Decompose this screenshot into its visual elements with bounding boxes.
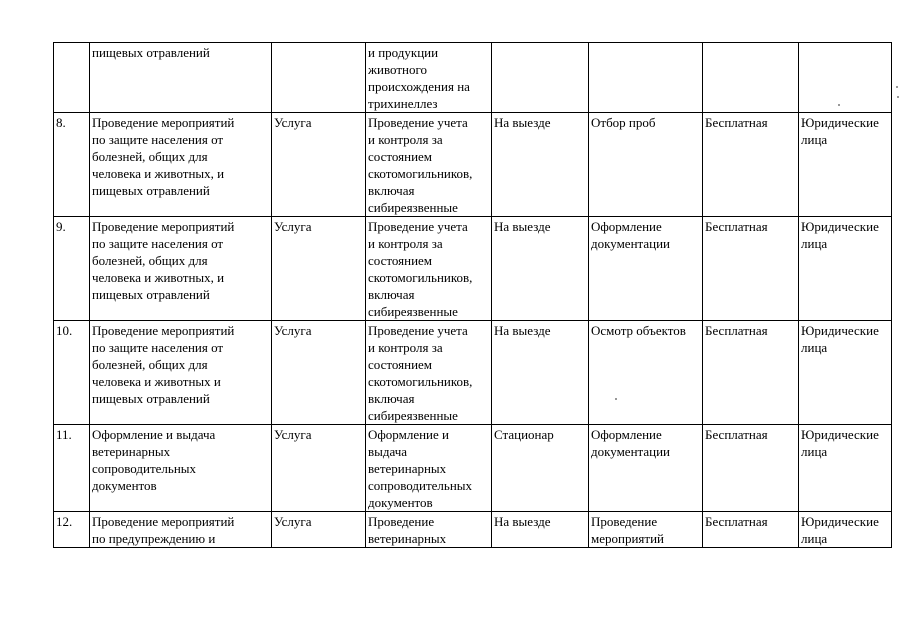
service-price: Бесплатная	[705, 427, 768, 442]
service-place-cell	[492, 113, 589, 217]
service-name-cell	[90, 43, 272, 113]
service-action-cell	[589, 425, 703, 512]
services-table	[53, 42, 892, 548]
service-description: Оформление и выдача ветеринарных сопроводительных документов	[368, 427, 473, 510]
service-type: Услуга	[274, 323, 312, 338]
service-action: Оформление документации	[591, 427, 671, 459]
table-row	[54, 321, 892, 425]
service-type-cell	[272, 425, 366, 512]
table-row	[54, 43, 892, 113]
service-place-cell	[492, 425, 589, 512]
service-name: Проведение мероприятий по защите населения от болезней, общих для человека и животных и пищевых отравлений	[92, 323, 235, 406]
table-row	[54, 425, 892, 512]
service-place: Стационар	[494, 427, 554, 442]
row-number-cell	[54, 113, 90, 217]
service-price-cell	[703, 113, 799, 217]
service-price-cell	[703, 512, 799, 548]
services-table-body	[54, 43, 892, 548]
service-type: Услуга	[274, 514, 312, 529]
service-action: Отбор проб	[591, 115, 656, 130]
row-number: 8.	[56, 115, 66, 130]
service-action: Осмотр объектов	[591, 323, 686, 338]
table-row	[54, 512, 892, 548]
scan-speck	[897, 96, 899, 98]
row-number: 9.	[56, 219, 66, 234]
service-description: Проведение ветеринарных	[368, 514, 447, 546]
row-number: 11.	[56, 427, 72, 442]
row-number-cell	[54, 217, 90, 321]
service-description: Проведение учета и контроля за состоянием скотомогильников, включая сибиреязвенные	[368, 323, 473, 423]
service-action-cell	[589, 113, 703, 217]
scan-speck	[615, 398, 617, 400]
service-type: Услуга	[274, 219, 312, 234]
row-number-cell	[54, 425, 90, 512]
service-recipient-cell	[799, 512, 892, 548]
service-place: На выезде	[494, 115, 551, 130]
service-description-cell	[366, 43, 492, 113]
service-type: Услуга	[274, 427, 312, 442]
service-name: Проведение мероприятий по защите населения от болезней, общих для человека и животных, и пищевых отравлений	[92, 115, 235, 198]
service-recipient-cell	[799, 43, 892, 113]
service-type-cell	[272, 113, 366, 217]
row-number: 10.	[56, 323, 73, 338]
service-place-cell	[492, 321, 589, 425]
service-recipient: Юридические лица	[801, 115, 879, 147]
row-number-cell	[54, 512, 90, 548]
service-place: На выезде	[494, 514, 551, 529]
row-number-cell	[54, 321, 90, 425]
service-place: На выезде	[494, 323, 551, 338]
service-name-cell	[90, 425, 272, 512]
service-name: пищевых отравлений	[92, 45, 210, 60]
service-price: Бесплатная	[705, 115, 768, 130]
service-action: Оформление документации	[591, 219, 671, 251]
service-price-cell	[703, 43, 799, 113]
service-description-cell	[366, 512, 492, 548]
service-recipient-cell	[799, 113, 892, 217]
service-price-cell	[703, 217, 799, 321]
service-recipient: Юридические лица	[801, 323, 879, 355]
service-name-cell	[90, 113, 272, 217]
service-name-cell	[90, 321, 272, 425]
scan-speck	[838, 104, 840, 106]
service-description: и продукции животного происхождения на трихинеллез	[368, 45, 470, 111]
service-recipient: Юридические лица	[801, 514, 879, 546]
service-name: Проведение мероприятий по защите населения от болезней, общих для человека и животных, и пищевых отравлений	[92, 219, 235, 302]
service-name-cell	[90, 217, 272, 321]
service-type-cell	[272, 512, 366, 548]
service-action-cell	[589, 321, 703, 425]
service-type: Услуга	[274, 115, 312, 130]
service-recipient-cell	[799, 217, 892, 321]
service-action-cell	[589, 217, 703, 321]
service-action: Проведение мероприятий	[591, 514, 664, 546]
table-row	[54, 113, 892, 217]
service-place-cell	[492, 43, 589, 113]
service-recipient: Юридические лица	[801, 427, 879, 459]
scan-speck	[896, 86, 898, 88]
service-recipient: Юридические лица	[801, 219, 879, 251]
table-row	[54, 217, 892, 321]
service-type-cell	[272, 43, 366, 113]
service-description-cell	[366, 321, 492, 425]
service-description-cell	[366, 217, 492, 321]
service-name-cell	[90, 512, 272, 548]
service-type-cell	[272, 321, 366, 425]
service-description-cell	[366, 113, 492, 217]
service-price: Бесплатная	[705, 219, 768, 234]
service-place-cell	[492, 512, 589, 548]
service-type-cell	[272, 217, 366, 321]
service-place-cell	[492, 217, 589, 321]
service-price: Бесплатная	[705, 514, 768, 529]
service-price-cell	[703, 425, 799, 512]
service-description: Проведение учета и контроля за состоянием скотомогильников, включая сибиреязвенные	[368, 115, 473, 215]
service-description: Проведение учета и контроля за состоянием скотомогильников, включая сибиреязвенные	[368, 219, 473, 319]
service-description-cell	[366, 425, 492, 512]
service-recipient-cell	[799, 425, 892, 512]
service-price-cell	[703, 321, 799, 425]
service-action-cell	[589, 43, 703, 113]
service-recipient-cell	[799, 321, 892, 425]
row-number: 12.	[56, 514, 73, 529]
service-name: Проведение мероприятий по предупреждению и	[92, 514, 235, 546]
service-name: Оформление и выдача ветеринарных сопроводительных документов	[92, 427, 216, 493]
service-place: На выезде	[494, 219, 551, 234]
row-number-cell	[54, 43, 90, 113]
service-price: Бесплатная	[705, 323, 768, 338]
service-action-cell	[589, 512, 703, 548]
